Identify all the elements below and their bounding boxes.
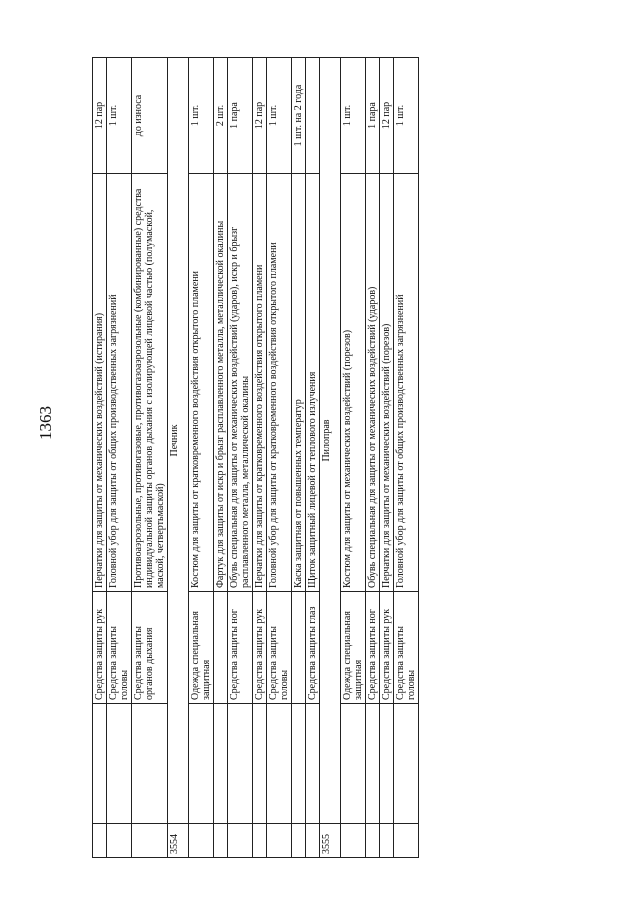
table-row [253, 58, 267, 858]
table-row [306, 58, 320, 858]
ppe-table-sheet [92, 58, 422, 858]
item-cell: Обувь специальная для защиты от механических воздействий (ударов) [366, 174, 380, 592]
table-row [93, 58, 107, 858]
category-cell: Средства защиты головы [107, 592, 132, 704]
item-cell: Головной убор для защиты от кратковременного воздействия открытого пламени [267, 174, 292, 592]
table-row [394, 58, 419, 858]
norm-cell: 1 пара [228, 58, 253, 174]
category-cell: Средства защиты головы [394, 592, 419, 704]
table-row [132, 58, 168, 858]
table-row [228, 58, 253, 858]
norm-cell: 12 пар [380, 58, 394, 174]
norm-cell: 2 шт. [214, 58, 228, 174]
table-row [366, 58, 380, 858]
category-cell: Средства защиты ног [228, 592, 253, 704]
category-cell: Средства защиты глаз [306, 592, 320, 704]
item-cell: Перчатки для защиты от механических воздействий (истирания) [93, 174, 107, 592]
norm-cell: до износа [132, 58, 168, 174]
norm-cell: 1 шт. [341, 58, 366, 174]
norm-cell: 1 шт. [267, 58, 292, 174]
category-cell: Средства защиты органов дыхания [132, 592, 168, 704]
profession-code: 3555 [320, 824, 341, 858]
item-cell: Перчатки для защиты от механических воздействий (порезов) [380, 174, 394, 592]
category-cell: Средства защиты ног [366, 592, 380, 704]
item-cell: Костюм для защиты от кратковременного воздействия открытого пламени [189, 174, 214, 592]
norm-cell: 1 пара [366, 58, 380, 174]
profession-name: Печник [168, 58, 189, 824]
category-cell: Средства защиты рук [253, 592, 267, 704]
category-cell: Одежда специальная защитная [189, 592, 214, 704]
item-cell: Костюм для защиты от механических воздействий (порезов) [341, 174, 366, 592]
item-cell: Фартук для защиты от искр и брызг расплавленного металла, металлической окалины [214, 174, 228, 592]
table-row [292, 58, 306, 858]
category-cell: Средства защиты рук [93, 592, 107, 704]
norm-cell: 12 пар [253, 58, 267, 174]
category-cell [214, 592, 228, 704]
item-cell: Головной убор для защиты от общих производственных загрязнений [107, 174, 132, 592]
page-number: 1363 [36, 406, 55, 440]
norm-cell: 1 шт. на 2 года [292, 58, 306, 174]
table-row [107, 58, 132, 858]
category-cell: Средства защиты рук [380, 592, 394, 704]
table-row [341, 58, 366, 858]
table-row [267, 58, 292, 858]
category-cell [292, 592, 306, 704]
ppe-norms-table [92, 57, 419, 858]
profession-row [320, 58, 341, 858]
norm-cell: 1 шт. [107, 58, 132, 174]
profession-row [168, 58, 189, 858]
category-cell: Одежда специальная защитная [341, 592, 366, 704]
item-cell: Обувь специальная для защиты от механических воздействий (ударов), искр и брызг расплавленного металла, металлической окалины [228, 174, 253, 592]
table-row [380, 58, 394, 858]
profession-code: 3554 [168, 824, 189, 858]
item-cell: Головной убор для защиты от общих производственных загрязнений [394, 174, 419, 592]
item-cell: Противоаэрозольные, противогазовые, противогазоаэрозольные (комбинированные) средства индивидуальной защиты органов дыхания с изолирующей лицевой частью (полумаской, маской, четвертьмаской) [132, 174, 168, 592]
norm-cell: 12 пар [93, 58, 107, 174]
item-cell: Перчатки для защиты от кратковременного воздействия открытого пламени [253, 174, 267, 592]
profession-name: Пилоправ [320, 58, 341, 824]
table-row [214, 58, 228, 858]
table-row [189, 58, 214, 858]
item-cell: Щиток защитный лицевой от теплового излучения [306, 174, 320, 592]
category-cell: Средства защиты головы [267, 592, 292, 704]
item-cell: Каска защитная от повышенных температур [292, 174, 306, 592]
norm-cell: 1 шт. [394, 58, 419, 174]
norm-cell [306, 58, 320, 174]
norm-cell: 1 шт. [189, 58, 214, 174]
